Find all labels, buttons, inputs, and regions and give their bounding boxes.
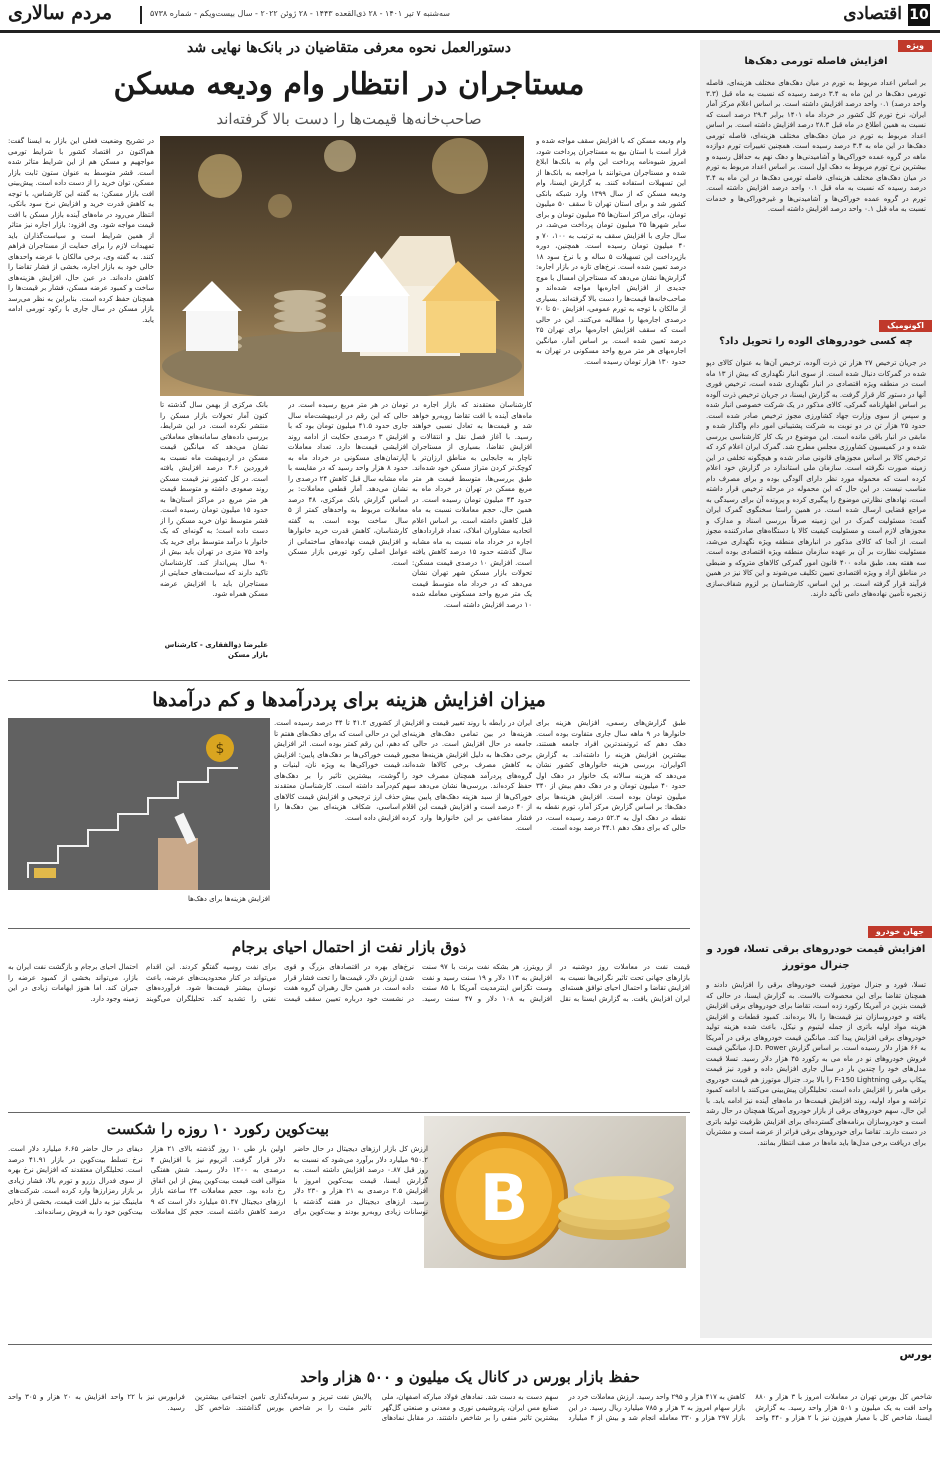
- sidebar-box2-category: اکونومیک: [879, 320, 932, 332]
- sidebar-box3-category: جهان خودرو: [868, 926, 932, 938]
- header-divider: [140, 6, 142, 24]
- story2-photo-caption-text: افزایش هزینه‌ها برای دهک‌ها: [188, 895, 270, 903]
- story1-col5: در تشریح وضعیت فعلی این بازار به ایسنا گفت: هم‌اکنون در اقتصاد کشور با شرایط تورمی مواجهیم و مسکن هم از این شرایط متاثر شده است. قشر متوسط به عنوان ستون ثابت بازار مسکن، توان خرید را از دست داده است. پیش‌بینی افت بازار مسکن: به گفته این کارشناس، با توجه به کاهش قدرت خرید و افزایش نرخ سود بانکی، انتظار می‌رود در ماه‌های آینده بازار مسکن با افت قیمت مواجه شود. وی افزود: بازار اجاره نیز متاثر از همین شرایط است و سیاست‌گذاران باید تمهیدات لازم را برای حمایت از مستاجران فراهم کنند. به گفته وی، برخی مالکان با عرضه واحدهای خالی خود به بازار اجاره، بخشی از فشار تقاضا را کاهش داده‌اند. در عین حال، افزایش هزینه‌های ساخت و کمبود عرضه مسکن، فشار بر قیمت‌ها را همچنان حفظ کرده است. بنابراین به نظر می‌رسد بازار مسکن در سال جاری با رکود تورمی ادامه یابد.: [8, 137, 154, 324]
- stairs-illustration: [8, 718, 270, 890]
- story5-section: بورس: [899, 1348, 932, 1361]
- divider-2: [8, 928, 690, 929]
- divider-4: [8, 1344, 932, 1345]
- svg-text:$: $: [215, 741, 225, 757]
- story1-col2: کارشناسان معتقدند که بازار اجاره در ماه‌های آینده با افت تقاضا روبه‌رو خواهد شد و قیمت‌ها به تعادل نسبی خواهند رسید. با آغاز فصل نقل و انتقالات و افزایش تقاضا، بسیاری از مستاجران ناچار به جابجایی به مناطق ارزان‌تر یا کوچک‌تر کردن متراژ مسکن خود شده‌اند. طبق بررسی‌ها، متوسط قیمت هر متر مربع مسکن در تهران در خرداد ماه به حدود ۴۳ میلیون تومان رسیده است. در همین حال، حجم معاملات نسبت به ماه قبل کاهش داشته است. بر اساس اعلام اتحادیه مشاوران املاک، تعداد قراردادهای اجاره در خرداد ماه نسبت به ماه مشابه سال گذشته حدود ۱۵ درصد کاهش یافته است. افزایش ۱۰ درصدی قیمت مسکن: تحولات بازار مسکن شهر تهران نشان می‌دهد که در خرداد ماه متوسط قیمت یک متر مربع واحد مسکونی معامله شده ۱۰ درصد افزایش داشته است.: [412, 401, 532, 609]
- story5-headline: حفظ بازار بورس در کانال یک میلیون و ۵۰۰ هزار واحد: [300, 1368, 640, 1386]
- story1-col4: بانک مرکزی از بهمن سال گذشته تا کنون آمار تحولات بازار مسکن را منتشر نکرده است. در این شرایط، بررسی داده‌های سامانه‌های معاملاتی نشان می‌دهد که میانگین قیمت مسکن در اردیبهشت ماه نسبت به فروردین ۴.۶ درصد افزایش یافته است. در کل کشور نیز قیمت مسکن روند صعودی داشته و متوسط قیمت هر متر مربع در مراکز استان‌ها به حدود ۱۵ میلیون تومان رسیده است. قشر متوسط توان خرید مسکن را از دست داده است؛ به گونه‌ای که یک خانوار با درآمد متوسط برای خرید یک واحد ۷۵ متری در تهران باید بیش از ۹۰ سال پس‌انداز کند. کارشناسان تاکید دارند که سیاست‌های حمایتی از مستاجران باید با افزایش عرضه مسکن همراه شود.: [160, 401, 268, 598]
- sidebar-box1-title: افزایش فاصله تورمی دهک‌ها: [744, 56, 888, 67]
- sidebar-box3-body: تسلا، فورد و جنرال موتورز قیمت خودروهای برقی را افزایش دادند و همچنان تقاضا برای این محصولات بالاست. به گزارش ایسنا، در حالی که قیمت بنزین در آمریکا رکورد زده است، تقاضا برای خودروهای برقی افزایش یافته و خودروسازان نیز قیمت‌ها را بالا برده‌اند. کمبود قطعات و افزایش هزینه مواد اولیه باتری از جمله لیتیوم و نیکل، باعث شده هزینه تولید خودروهای برقی افزایش پیدا کند. میانگین قیمت خودروهای برقی در آمریکا به ۶۶ هزار دلار رسیده است. بر اساس گزارش J.D. Power، میانگین قیمت فروش خودروهای نو در ماه می به رکورد ۴۵ هزار دلار رسید. تسلا قیمت مدل‌های خود را چندین بار در سال جاری افزایش داده و فورد نیز قیمت پیکاپ برقی F-150 Lightning را بالا برد. جنرال موتورز هم قیمت خودروی برقی هامر را افزایش داده است. تحلیلگران پیش‌بینی می‌کنند با ادامه کمبود تراشه و مواد اولیه، روند افزایش قیمت‌ها در ماه‌های آینده نیز ادامه یابد. با این حال، سهم خودروهای برقی از بازار خودروی آمریکا همچنان در حال رشد است و خودروسازان برنامه‌های گسترده‌ای برای افزایش ظرفیت تولید باتری در دست دارند. تقاضا برای خودروهای برقی فراتر از عرضه است و مشتریان برای دریافت برخی مدل‌ها باید ماه‌ها در صف انتظار بمانند.: [706, 981, 926, 1147]
- dateline: سه‌شنبه ۷ تیر ۱۴۰۱ - ۲۸ ذی‌القعده ۱۴۴۳ - ۲۸ ژوئن ۲۰۲۲ - سال بیست‌ویکم - شماره ۵۷۳۸: [150, 9, 450, 18]
- story1-photo: [160, 136, 524, 396]
- bitcoin-illustration: [424, 1116, 686, 1268]
- story1-kicker: دستورالعمل نحوه معرفی متقاضیان در بانک‌ها نهایی شد: [187, 40, 511, 56]
- story1-headline: مستاجران در انتظار وام ودیعه مسکن: [113, 67, 585, 102]
- svg-text:B: B: [479, 1162, 529, 1236]
- divider-3: [8, 1112, 690, 1113]
- story5-body: شاخص کل بورس تهران در معاملات امروز با ۳ هزار و ۸۸۰ واحد افت به یک میلیون و ۵۰۱ هزار واحد رسید. به گزارش ایسنا، شاخص کل با معیار هم‌وزن نیز با ۲ هزار و ۴۴۰ واحد کاهش به ۴۱۷ هزار و ۲۹۵ واحد رسید. ارزش معاملات خرد در بازار سهام امروز به ۳ هزار و ۷۸۵ میلیارد ریال رسید. در این بازار ۲۹۷ هزار و ۳۳۰ معامله انجام شد و بیش از ۴ میلیارد سهم دست به دست شد. نمادهای فولاد مبارکه اصفهان، ملی صنایع مس ایران، پتروشیمی نوری و معدنی و صنعتی گل‌گهر بیشترین تاثیر منفی را بر شاخص داشتند. در مقابل نمادهای پالایش نفت تبریز و سرمایه‌گذاری تامین اجتماعی بیشترین تاثیر مثبت را بر شاخص بورس گذاشتند. شاخص کل فرابورس نیز با ۲۲ واحد افزایش به ۲۰ هزار و ۳۰۵ واحد رسید.: [8, 1393, 932, 1422]
- page-number: 10: [908, 4, 930, 26]
- sidebar-box2-title: چه کسی خودروهای آلوده را تحویل داد؟: [719, 336, 913, 347]
- story1-col1: وام ودیعه مسکن که با افزایش سقف مواجه شده و قرار است با استان بیع به مستاجران پرداخت شود، امروز شیوه‌نامه پرداخت این وام به بانک‌ها ابلاغ شده و مستاجران می‌توانند با مراجعه به بانک‌ها از این تسهیلات استفاده کنند. به گزارش ایسنا، وام ودیعه مسکن که از سال ۱۳۹۹ وارد شبکه بانکی کشور شد و برای استان تهران تا سقف ۵۰ میلیون تومان، برای مراکز استان‌ها ۳۵ میلیون تومان و برای سایر شهرها ۲۵ میلیون تومان پرداخت می‌شد، در سال جاری با افزایش سقف به ترتیب به ۱۰۰، ۷۰ و ۴۰ میلیون تومان رسیده است. همچنین، دوره بازپرداخت این تسهیلات ۵ ساله و با نرخ سود ۱۸ درصد تعیین شده است. نرخ‌های تازه در بازار اجاره: گزارش‌ها نشان می‌دهد که مستاجران امسال با موج جدیدی از افزایش اجاره‌بها مواجه شده‌اند و صاحب‌خانه‌ها قیمت‌ها را دست بالا گرفته‌اند. بسیاری از مالکان با توجه به تورم عمومی، افزایش ۵۰ تا ۷۰ درصدی اجاره‌بها را مطالبه می‌کنند. این در حالی است که سقف افزایش اجاره‌بها برای تهران ۲۵ درصد تعیین شده است. بر اساس آمار، میانگین اجاره‌بهای هر متر مربع واحد مسکونی در تهران به حدود ۱۳۰ هزار تومان رسیده است.: [536, 137, 686, 366]
- houses-illustration: [160, 136, 524, 396]
- paper-name: مردم سالاری: [8, 2, 113, 24]
- story4-body: ارزش کل بازار ارزهای دیجیتال در حال حاضر ۹۵۰.۲ میلیارد دلار برآورد می‌شود که نسبت به روز قبل ۰.۸۷ درصد افزایش داشته است. به گزارش ایسنا، قیمت بیت‌کوین امروز با افزایش ۲.۵ درصدی به ۲۱ هزار و ۲۳۰ دلار رسید. ارزهای دیجیتال در هفته گذشته با نوسانات زیادی روبه‌رو بودند و بیت‌کوین برای اولین بار طی ۱۰ روز گذشته بالای ۲۱ هزار دلار قرار گرفت. اتریوم نیز با افزایش ۴ درصدی به ۱۲۰۰ دلار رسید. شش هفتگی متوالی افت قیمت بیت‌کوین پیش از این اتفاق رخ داده بود. حجم معاملات ۲۴ ساعته بازار ارزهای دیجیتال ۵۱.۴۷ میلیارد دلار است که ۹ درصد کاهش داشته است. حجم کل معاملات دیفای در حال حاضر ۶.۶۵ میلیارد دلار است. نرخ تسلط بیت‌کوین در بازار ۴۱.۹۱ درصد است. تحلیلگران معتقدند که افزایش نرخ بهره از سوی فدرال رزرو و تورم بالا، فشار زیادی بر بازار رمزارزها وارد کرده است. شرکت‌های ماینینگ نیز به دلیل افت قیمت، بخشی از ذخایر بیت‌کوین خود را به فروش رسانده‌اند.: [8, 1145, 428, 1216]
- section-title: اقتصادی: [843, 4, 902, 24]
- sidebar-box1-body: بر اساس اعداد مربوط به تورم در میان دهک‌های مختلف هزینه‌ای، فاصله تورمی دهک‌ها در این ماه به ۳.۴ درصد رسیده که نسبت به ماه قبل (۳.۳ واحد درصد) ۰.۱ واحد درصد افزایش داشته است. بر اساس اعلام مرکز آمار ایران، نرخ تورم کل کشور در خرداد ماه ۱۴۰۱ برابر ۲۹.۴ درصد است که نسبت به همین اطلاع در ماه قبل ۲۸.۳ درصد افزایش داشته است. بر اساس اعداد مربوط به تورم در میان دهک‌های مختلف هزینه‌ای، فاصله تورمی دهک‌ها در این ماه به ۳.۴ درصد رسیده است. همچنین تغییرات تورم دوازده ماهه در گروه عمده خوراکی‌ها و آشامیدنی‌ها و دهک نهم به حداقل رسیده و بیشترین نرخ تورم مربوط به دهک اول است. بر اساس اعداد مربوط به تورم در میان دهک‌های مختلف هزینه‌ای، فاصله تورمی دهک‌ها در این ماه به ۳.۴ درصد رسیده که نسبت به ماه قبل ۰.۱ واحد درصد افزایش داشته است. تورم در گروه عمده خوراکی‌ها و آشامیدنی‌ها و غیرخوراکی‌ها و خدمات نسبت به ماه قبل ۰.۱ واحد درصد افزایش داشته است.: [706, 79, 926, 213]
- story3-headline: ذوق بازار نفت از احتمال احیای برجام: [231, 938, 467, 956]
- story2-col2: ایران در رابطه با روند تغییر قیمت و افزایش هزینه‌ها در بین تمامی دهک‌های هزینه‌ای جامعه در حال افزایش است. در حالی که برخی دهک‌ها به دلیل افزایش هزینه‌ها مجبور به کاهش مصرف برخی کالاها شده‌اند، گروه‌های پردرآمد همچنان مصرف خود را حفظ کرده‌اند. بررسی‌ها نشان می‌دهد سهم خوراکی‌ها از سبد هزینه دهک‌های پایین بیش از ۴۰ درصد است و افزایش قیمت این اقلام فشار مضاعفی بر این خانوارها وارد کرده است.: [402, 719, 532, 832]
- story1-col3: تومان در هر متر مربع رسیده است. در حالی که این رقم در اردیبهشت‌ماه سال جاری حدود ۴۱.۵ میلیون تومان بود که با افزایش ۳ درصدی حکایت از ادامه روند افزایشی قیمت‌ها دارد. تعداد معاملات آپارتمان‌های مسکونی در خرداد ماه به حدود ۸ هزار واحد رسید که در مقایسه با ماه مشابه سال قبل کاهش ۲۴ درصدی را نشان می‌دهد. آمار قطعی معاملات: بر اساس گزارش بانک مرکزی، ۴۸ درصد معاملات مربوط به واحدهای کمتر از ۵ سال ساخت بوده است. به گفته کارشناسان، کاهش قدرت خرید خانوارها و افزایش قیمت نهاده‌های ساختمانی از عوامل اصلی رکود تورمی بازار مسکن است.: [288, 401, 408, 567]
- story2-col3: از کشوری ۴۱.۲ تا ۴۴ درصد رسیده است. این در حالی است که برای دهک‌های هفتم تا دهم، این رقم کمتر بوده است. اثر افزایش قیمت خوراکی‌ها بر دهک‌های پایین: افزایش قیمت خوراکی‌ها به ویژه نان، لبنیات و گوشت، بیشترین تاثیر را بر دهک‌های کم‌درآمد داشته است. کارشناسان معتقدند حذف ارز ترجیحی و افزایش قیمت کالاهای اساسی، شکاف هزینه‌ای بین دهک‌ها را افزایش داده است.: [274, 719, 400, 822]
- sidebar-box3-title: افزایش قیمت خودروهای برقی تسلا، فورد و جنرال موتورز: [706, 944, 926, 971]
- sidebar-box2-body: در جریان ترخیص ۲۷ هزار تن ذرت آلوده، ترخیص آن‌ها به عنوان کالای دپو شده در گمرکات دنبال شده است. از سوی انبار نگهداری که بیش از ۱۳ ماه است در منطقه ویژه اقتصادی در انبار نگهداری شده است، ترخیص فوری آنها در دستور کار قرار گرفت. به گزارش ایسنا، در جریان ترخیص ذرت آلوده بر اساس اظهارنامه گمرکی، کالای مذکور در یک شرکت خصوصی انبار شده و سپس از سوی وزارت جهاد کشاورزی مجوز ترخیص صادر شده است. حدود ۲۵ هزار تن در دو نوبت به شرکت پشتیبانی امور دام واگذار شده و مابقی در انبار باقی مانده است. این موضوع در یک کار کارشناسی بررسی شده و در کمیسیون کشاورزی مجلس مطرح شد. گمرک ایران اعلام کرد که ترخیص کالا بر اساس مجوزهای قانونی صادر شده و هیچگونه تخلفی در این زمینه صورت نگرفته است. سازمان ملی استاندارد در گزارش خود اعلام کرده است که محموله مورد نظر دارای آلودگی بوده و برای مصرف دام مناسب نیست. در این حال که این محموله در مرحله ترخیص قرار داشته است، نهادهای نظارتی موضوع را پیگیری کرده و پرونده آن برای رسیدگی به مراجع قضایی ارسال شده است. در همین راستا سخنگوی گمرک ایران گفت: مسئولیت گمرک در این زمینه صرفاً بررسی اسناد و مدارک و مجوزهای لازم است و مسئولیت کیفیت کالا با دستگاه‌های صادرکننده مجوز است. از آنجا که کالای مذکور در انبارهای منطقه ویژه نگهداری می‌شد، مسئولیت نظارت بر آن بر عهده سازمان منطقه ویژه اقتصادی بوده است. سه هفته بعد، طبق ماده ۴۰۰ قانون امور گمرکی کالاهای متروکه و ضبطی در مناطق آزاد و ویژه اقتصادی تعیین تکلیف می‌شوند و این کالا نیز در همین فرآیند قرار گرفته است. بر این اساس، کارشناسان بر لزوم شفاف‌سازی زنجیره تأمین نهاده‌های دامی تأکید دارند.: [706, 359, 926, 598]
- story2-headline: میزان افزایش هزینه برای پردرآمدها و کم درآمدها: [152, 689, 546, 711]
- page-header: [0, 0, 940, 33]
- story1-byline: علیرضا ذوالفقاری - کارشناس بازار مسکن: [164, 641, 268, 659]
- story2-col1: طبق گزارش‌های رسمی، افزایش هزینه برای خانوارها در ۹ ماهه سال جاری متفاوت بوده است. دهک دهم که ثروتمندترین افراد جامعه هستند، بیشترین افزایش هزینه را داشته‌اند. به گزارش اکوایران، بررسی هزینه خانوارهای کشور نشان می‌دهد که هزینه سالانه یک خانوار در دهک اول حدود ۴۰ میلیون تومان و در دهک دهم بیش از ۳۴۰ میلیون تومان بوده است. افزایش هزینه‌ها برای دهک‌ها: بر اساس گزارش مرکز آمار، تورم نقطه به نقطه در دهک اول به ۵۲.۳ درصد رسیده است، در حالی که برای دهک دهم ۴۴.۱ درصد بوده است.: [536, 719, 686, 832]
- story2-photo: [8, 718, 270, 890]
- story4-photo: [424, 1116, 686, 1268]
- story3-body: قیمت نفت در معاملات روز دوشنبه در بازارهای جهانی تحت تاثیر نگرانی‌ها نسبت به افزایش تقاضا و احتمال احیای توافق هسته‌ای ایران افزایش یافت. به گزارش ایسنا به نقل از رویترز، هر بشکه نفت برنت با ۹۷ سنت افزایش به ۱۱۴ دلار و ۱۹ سنت رسید و نفت وست تگزاس اینترمدیت آمریکا با ۸۵ سنت افزایش به ۱۰۸ دلار و ۴۷ سنت رسید. نرخ‌های بهره در اقتصادهای بزرگ و قوی شدن ارزش دلار، قیمت‌ها را تحت فشار قرار داده است. در همین حال رهبران گروه هفت در نشست خود درباره تعیین سقف قیمت برای نفت روسیه گفتگو کردند. این اقدام می‌تواند در کنار محدودیت‌های عرضه، باعث نوسان بیشتر قیمت‌ها شود. فرآورده‌های نفتی را تشدید کند. تحلیلگران می‌گویند احتمال احیای برجام و بازگشت نفت ایران به بازار، می‌تواند بخشی از کمبود عرضه را جبران کند. اما هنوز ابهامات زیادی در این زمینه وجود دارد.: [8, 963, 690, 1003]
- story4-headline: بیت‌کوین رکورد ۱۰ روزه را شکست: [106, 1120, 330, 1138]
- story1-subhead: صاحب‌خانه‌ها قیمت‌ها را دست بالا گرفته‌اند: [216, 110, 482, 128]
- divider-1: [8, 680, 690, 681]
- sidebar-box1-category: ویژه: [898, 40, 932, 52]
